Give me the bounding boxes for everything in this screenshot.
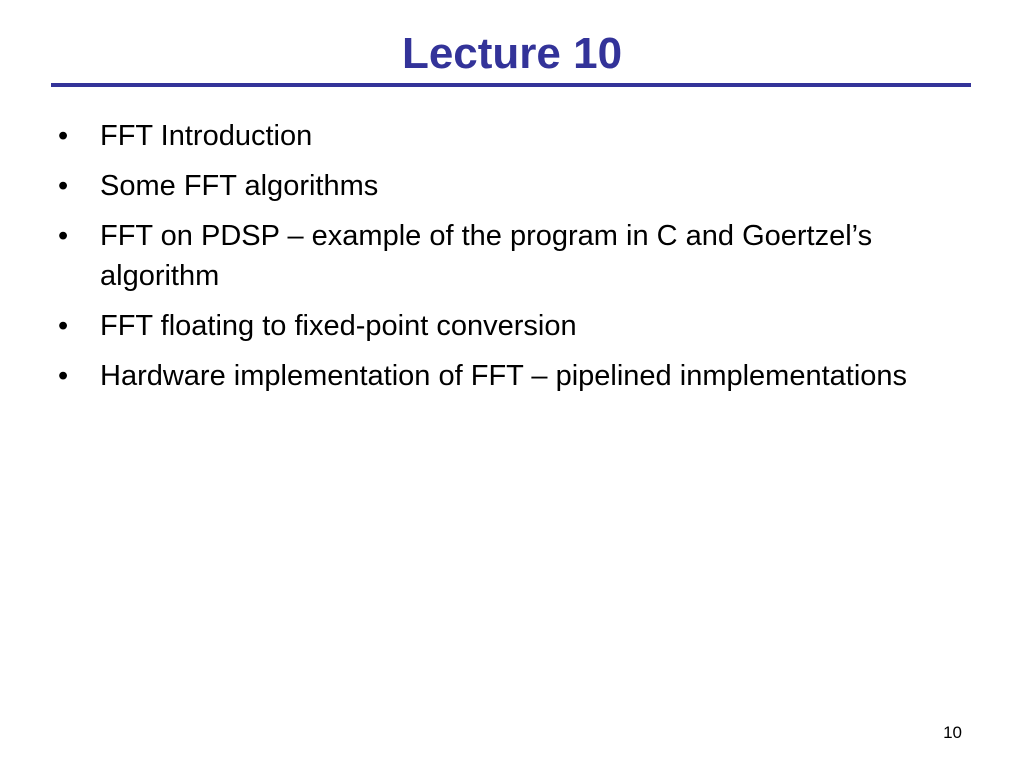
bullet-item bbox=[58, 166, 958, 206]
bullet-icon: • bbox=[58, 170, 69, 202]
bullet-icon: • bbox=[58, 220, 69, 252]
slide-title: Lecture 10 bbox=[401, 29, 623, 78]
bullet-icon: • bbox=[58, 120, 69, 152]
bullet-icon: • bbox=[58, 310, 69, 342]
bullet-item bbox=[58, 116, 958, 156]
bullet-item bbox=[58, 356, 958, 396]
bullet-list bbox=[58, 116, 958, 406]
bullet-item bbox=[58, 306, 958, 346]
bullet-text: Hardware implementation of FFT – pipelined inmplementations bbox=[100, 360, 908, 392]
bullet-text: FFT on PDSP – example of the program in C and Goertzel’s algorithm bbox=[100, 220, 873, 292]
page-number: 10 bbox=[943, 723, 962, 742]
bullet-text: FFT Introduction bbox=[100, 120, 313, 152]
bullet-icon: • bbox=[58, 360, 69, 392]
bullet-item bbox=[58, 216, 958, 296]
bullet-text: FFT floating to fixed-point conversion bbox=[100, 310, 577, 342]
bullet-text: Some FFT algorithms bbox=[100, 170, 379, 202]
title-underline bbox=[51, 83, 971, 87]
